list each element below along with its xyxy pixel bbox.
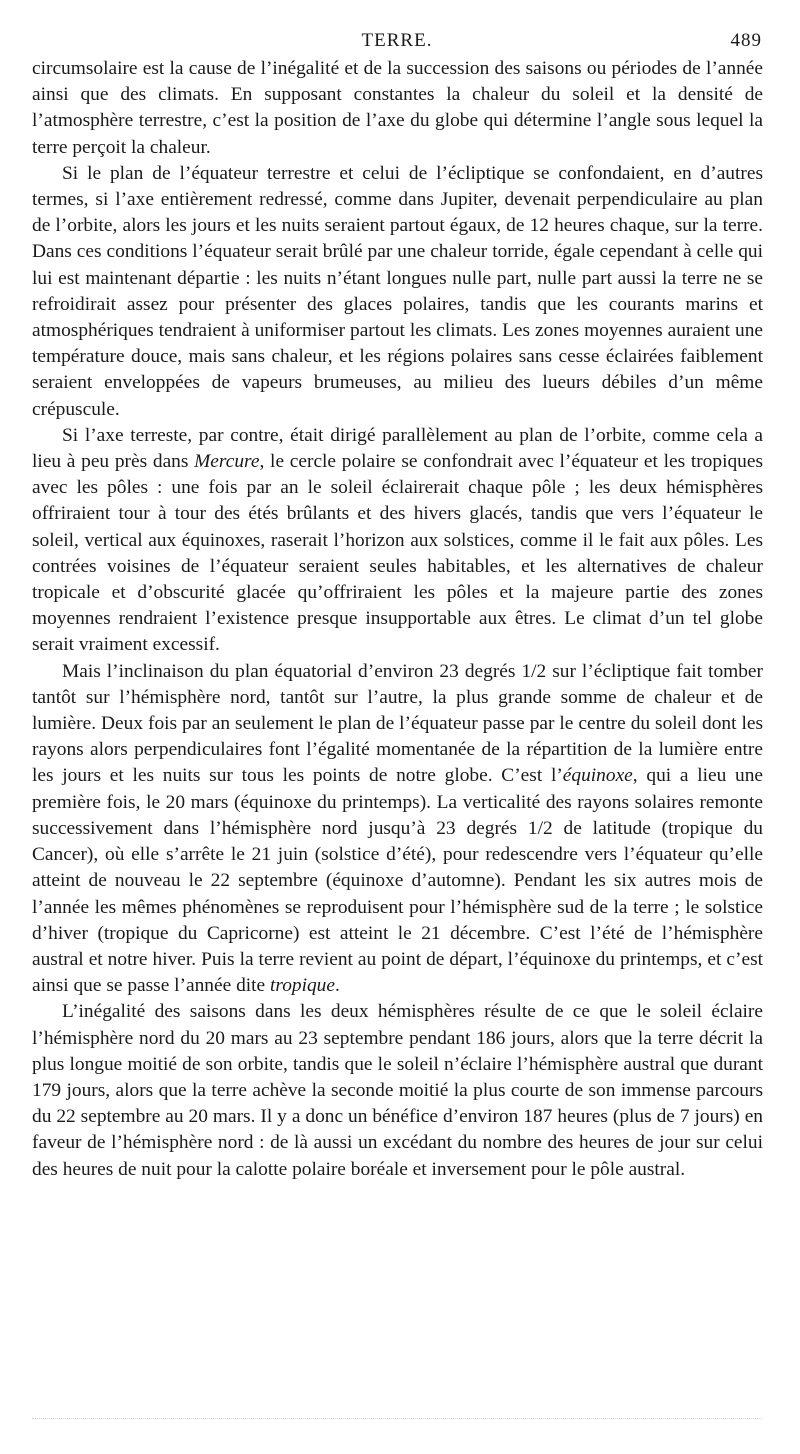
- text-run: .: [335, 975, 340, 997]
- paragraph: [32, 423, 763, 659]
- page-number: 489: [730, 30, 762, 51]
- running-title: TERRE.: [361, 30, 433, 51]
- running-head: [32, 30, 762, 56]
- paragraph: [32, 659, 763, 1000]
- text-run: L’inégalité des saisons dans les deux hémisphères résulte de ce que le soleil éclaire l’hémisphère nord du 20 mars au 23 septembre pendant 186 jours, alors que la terre décrit la plus longue moitié de son orbite, tandis que le soleil n’éclaire l’hémisphère austral que durant 179 jours, alors que la terre achève la seconde moitié la plus courte de son immense parcours du 22 septembre au 20 mars. Il y a donc un bénéfice d’environ 187 heures (plus de 7 jours) en faveur de l’hémisphère nord : de là aussi un excédant du nombre des heures de jour sur celui des heures de nuit pour la calotte polaire boréale et inversement pour le pôle austral.: [32, 1001, 763, 1180]
- italic-term: tropique: [270, 975, 335, 997]
- text-run: Si le plan de l’équateur terrestre et celui de l’écliptique se confondaient, en d’autres termes, si l’axe entièrement redressé, comme dans Jupiter, devenait perpendiculaire au plan de l’orbite, alors les jours et les nuits seraient partout égaux, de 12 heures chaque, sur la terre. Dans ces conditions l’équateur serait brûlé par une chaleur torride, égale cependant à celle qui lui est maintenant départie : les nuits n’étant longues nulle part, nulle part aussi la terre ne se refroidirait assez pour présenter des glaces polaires, tandis que les courants marins et atmosphériques tendraient à uniformiser partout les climats. Les zones moyennes auraient une température douce, mais sans chaleur, et les régions polaires sans cesse éclairées faiblement seraient enveloppées de vapeurs brumeuses, au milieu des lueurs débiles d’un même crépuscule.: [32, 162, 763, 420]
- italic-term: équinoxe: [562, 765, 633, 787]
- italic-term: Mercure: [194, 451, 260, 473]
- page-bottom-marks: [32, 1418, 762, 1423]
- text-run: , le cercle polaire se confondrait avec l’équateur et les tropiques avec les pôles : une fois par an le soleil éclairerait chaque pôle ; les deux hémisphères offriraient tour à tour des étés brûlants et des hivers glacés, tandis que vers l’équateur le soleil, vertical aux équinoxes, raserait l’horizon aux solstices, comme il le fait aux pôles. Les contrées voisines de l’équateur seraient seules habitables, et les alternatives de chaleur tropicale et d’obscurité glacée qu’offriraient les pôles et la majeure partie des zones moyennes rendraient l’existence presque insupportable aux êtres. Le climat d’un tel globe serait vraiment excessif.: [32, 451, 763, 656]
- paragraph: [32, 161, 763, 423]
- text-run: , qui a lieu une première fois, le 20 mars (équinoxe du printemps). La verticalité des rayons solaires remonte successivement dans l’hémisphère nord jusqu’à 23 degrés 1/2 de latitude (tropique du Cancer), où elle s’arrête le 21 juin (solstice d’été), pour redescendre vers l’équateur qu’elle atteint de nouveau le 22 septembre (équinoxe d’automne). Pendant les six autres mois de l’année les mêmes phénomènes se reproduisent pour l’hémisphère sud de la terre ; le solstice d’hiver (tropique du Capricorne) est atteint le 21 décembre. C’est l’été de l’hémisphère austral et notre hiver. Puis la terre revient au point de départ, l’équinoxe du printemps, et c’est ainsi que se passe l’année dite: [32, 765, 763, 997]
- paragraph: [32, 56, 763, 161]
- text-run: circumsolaire est la cause de l’inégalité et de la succession des saisons ou périodes de l’année ainsi que des climats. En supposant constantes la chaleur du soleil et la densité de l’atmosphère terrestre, c’est la position de l’axe du globe qui détermine l’angle sous lequel la terre perçoit la chaleur.: [32, 58, 763, 158]
- text-run: Si l’axe terreste, par contre, était dirigé parallèlement au plan de l’orbite, comme cela a lieu à peu près dans: [32, 424, 763, 473]
- paragraph: [32, 999, 763, 1182]
- text-run: Mais l’inclinaison du plan équatorial d’environ 23 degrés 1/2 sur l’écliptique fait tomber tantôt sur l’hémisphère nord, tantôt sur l’autre, la plus grande somme de chaleur et de lumière. Deux fois par an seulement le plan de l’équateur passe par le centre du soleil dont les rayons alors perpendiculaires font l’égalité momentanée de la répartition de la lumière entre les jours et les nuits sur tous les points de notre globe. C’est l’: [32, 660, 763, 787]
- body-text: [32, 56, 763, 1183]
